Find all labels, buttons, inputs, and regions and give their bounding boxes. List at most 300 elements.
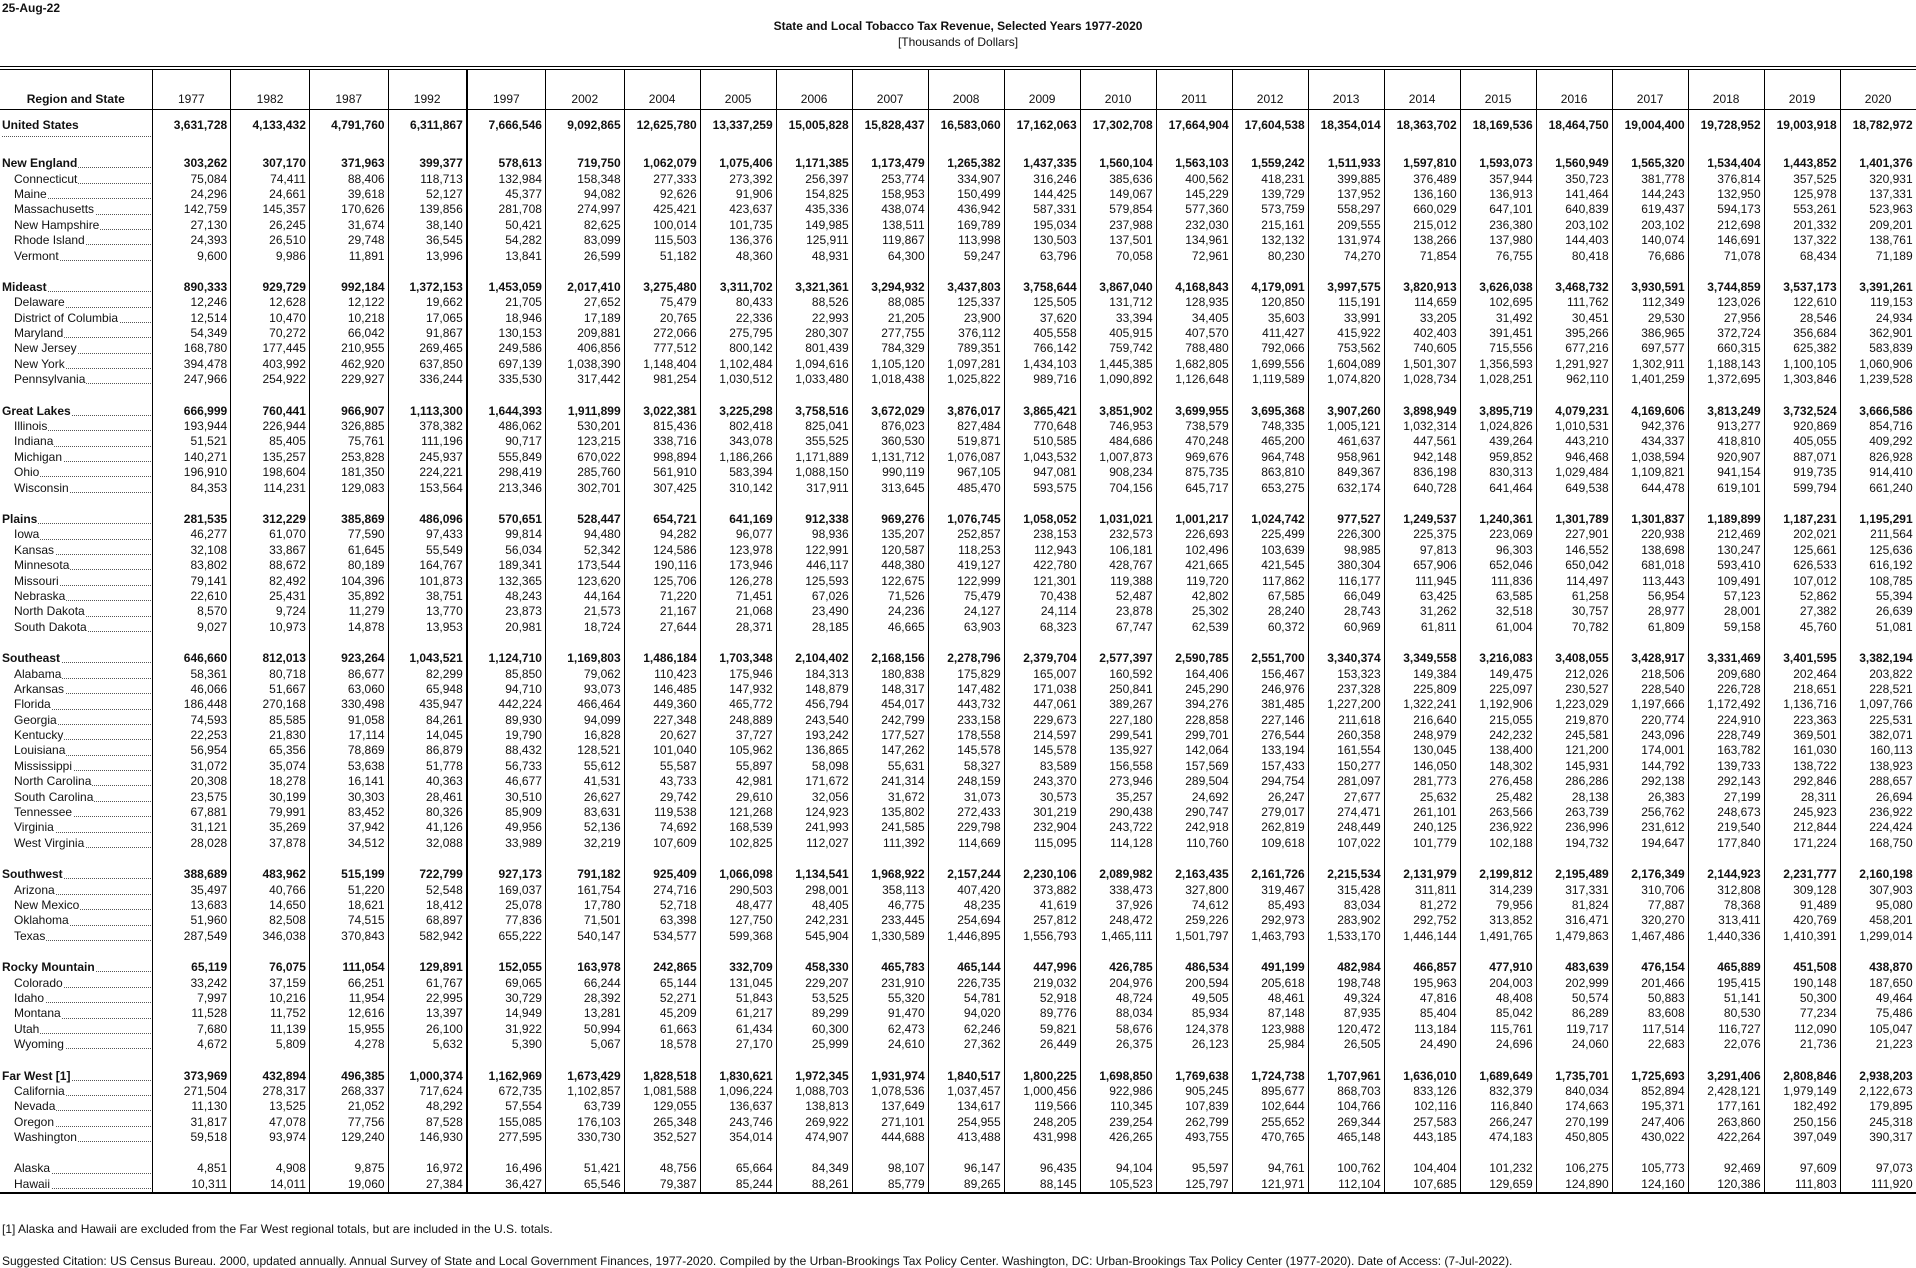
table-row-state bbox=[0, 666, 1916, 681]
value-cell: 95,080 bbox=[1840, 898, 1916, 913]
value-cell: 218,506 bbox=[1612, 666, 1688, 681]
value-cell: 1,735,701 bbox=[1536, 1068, 1612, 1083]
value-cell: 40,363 bbox=[388, 774, 467, 789]
value-cell: 394,478 bbox=[152, 357, 231, 372]
spacer-cell bbox=[467, 496, 546, 512]
header-year-1992: 1992 bbox=[388, 68, 467, 110]
table-row-state bbox=[0, 558, 1916, 573]
spacer-cell bbox=[1384, 635, 1460, 651]
value-cell: 385,636 bbox=[1080, 171, 1156, 186]
value-cell: 9,600 bbox=[152, 248, 231, 263]
value-cell: 252,857 bbox=[928, 527, 1004, 542]
value-cell: 137,649 bbox=[852, 1099, 928, 1114]
value-cell: 99,814 bbox=[467, 527, 546, 542]
row-label bbox=[0, 882, 152, 897]
header-year-1977: 1977 bbox=[152, 68, 231, 110]
value-cell: 83,802 bbox=[152, 558, 231, 573]
value-cell: 66,049 bbox=[1308, 589, 1384, 604]
value-cell: 146,552 bbox=[1536, 543, 1612, 558]
value-cell: 112,027 bbox=[776, 836, 852, 851]
spacer-cell bbox=[545, 140, 624, 156]
value-cell: 85,909 bbox=[467, 805, 546, 820]
value-cell: 85,585 bbox=[231, 713, 310, 728]
value-cell: 1,840,517 bbox=[928, 1068, 1004, 1083]
value-cell: 54,349 bbox=[152, 326, 231, 341]
value-cell: 229,927 bbox=[309, 372, 388, 387]
value-cell: 16,828 bbox=[545, 728, 624, 743]
spacer-cell bbox=[152, 1145, 231, 1161]
value-cell: 14,878 bbox=[309, 620, 388, 635]
spacer-cell bbox=[1004, 496, 1080, 512]
value-cell: 11,891 bbox=[309, 248, 388, 263]
value-cell: 466,464 bbox=[545, 697, 624, 712]
value-cell: 51,421 bbox=[545, 1161, 624, 1176]
value-cell: 697,139 bbox=[467, 357, 546, 372]
value-cell: 981,254 bbox=[624, 372, 700, 387]
value-cell: 330,730 bbox=[545, 1130, 624, 1145]
table-title: State and Local Tobacco Tax Revenue, Selected Years 1977-2020 bbox=[773, 19, 1143, 33]
value-cell: 59,518 bbox=[152, 1130, 231, 1145]
value-cell: 35,074 bbox=[231, 759, 310, 774]
value-cell: 3,813,249 bbox=[1688, 403, 1764, 418]
value-cell: 27,362 bbox=[928, 1037, 1004, 1052]
value-cell: 105,047 bbox=[1840, 1022, 1916, 1037]
value-cell: 493,755 bbox=[1156, 1130, 1232, 1145]
value-cell: 33,205 bbox=[1384, 311, 1460, 326]
header-year-2019: 2019 bbox=[1764, 68, 1840, 110]
value-cell: 33,242 bbox=[152, 975, 231, 990]
value-cell: 114,659 bbox=[1384, 295, 1460, 310]
spacer-cell bbox=[545, 264, 624, 280]
value-cell: 241,993 bbox=[776, 820, 852, 835]
value-cell: 26,123 bbox=[1156, 1037, 1232, 1052]
row-name: Hawaii bbox=[14, 1176, 51, 1191]
spacer-row bbox=[0, 944, 1916, 960]
value-cell: 1,171,385 bbox=[776, 156, 852, 171]
value-cell: 45,377 bbox=[467, 187, 546, 202]
value-cell: 5,067 bbox=[545, 1037, 624, 1052]
value-cell: 30,451 bbox=[1536, 311, 1612, 326]
value-cell: 439,264 bbox=[1460, 434, 1536, 449]
value-cell: 63,398 bbox=[624, 913, 700, 928]
dot-leader bbox=[2, 136, 151, 137]
revenue-table bbox=[0, 66, 1916, 1194]
value-cell: 56,034 bbox=[467, 543, 546, 558]
row-name: New England bbox=[2, 156, 78, 171]
value-cell: 10,470 bbox=[231, 311, 310, 326]
value-cell: 210,955 bbox=[309, 341, 388, 356]
value-cell: 24,490 bbox=[1384, 1037, 1460, 1052]
value-cell: 79,991 bbox=[231, 805, 310, 820]
value-cell: 115,095 bbox=[1004, 836, 1080, 851]
spacer-cell bbox=[928, 851, 1004, 867]
report-date: 25-Aug-22 bbox=[2, 1, 61, 15]
value-cell: 593,575 bbox=[1004, 480, 1080, 495]
row-label bbox=[0, 1099, 152, 1114]
value-cell: 61,663 bbox=[624, 1022, 700, 1037]
row-label bbox=[0, 713, 152, 728]
spacer-cell bbox=[545, 496, 624, 512]
value-cell: 17,664,904 bbox=[1156, 110, 1232, 141]
value-cell: 229,207 bbox=[776, 975, 852, 990]
value-cell: 46,277 bbox=[152, 527, 231, 542]
row-name: Montana bbox=[14, 1006, 61, 1021]
value-cell: 129,659 bbox=[1460, 1177, 1536, 1193]
table-row-state bbox=[0, 820, 1916, 835]
value-cell: 34,405 bbox=[1156, 311, 1232, 326]
table-row-state bbox=[0, 1084, 1916, 1099]
value-cell: 56,954 bbox=[152, 743, 231, 758]
value-cell: 77,590 bbox=[309, 527, 388, 542]
value-cell: 48,292 bbox=[388, 1099, 467, 1114]
value-cell: 17,604,538 bbox=[1232, 110, 1308, 141]
table-body bbox=[0, 110, 1916, 1194]
value-cell: 317,331 bbox=[1536, 882, 1612, 897]
value-cell: 920,907 bbox=[1688, 450, 1764, 465]
value-cell: 61,217 bbox=[700, 1006, 776, 1021]
value-cell: 242,232 bbox=[1460, 728, 1536, 743]
value-cell: 1,703,348 bbox=[700, 651, 776, 666]
row-label bbox=[0, 558, 152, 573]
value-cell: 969,276 bbox=[852, 512, 928, 527]
value-cell: 482,984 bbox=[1308, 960, 1384, 975]
value-cell: 177,527 bbox=[852, 728, 928, 743]
value-cell: 24,393 bbox=[152, 233, 231, 248]
value-cell: 369,501 bbox=[1764, 728, 1840, 743]
value-cell: 748,335 bbox=[1232, 419, 1308, 434]
value-cell: 1,131,712 bbox=[852, 450, 928, 465]
value-cell: 415,922 bbox=[1308, 326, 1384, 341]
spacer-cell bbox=[309, 944, 388, 960]
value-cell: 3,851,902 bbox=[1080, 403, 1156, 418]
value-cell: 13,337,259 bbox=[700, 110, 776, 141]
value-cell: 94,020 bbox=[928, 1006, 1004, 1021]
value-cell: 1,058,052 bbox=[1004, 512, 1080, 527]
value-cell: 852,894 bbox=[1612, 1084, 1688, 1099]
spacer-cell bbox=[309, 851, 388, 867]
value-cell: 86,879 bbox=[388, 743, 467, 758]
value-cell: 135,802 bbox=[852, 805, 928, 820]
value-cell: 419,127 bbox=[928, 558, 1004, 573]
value-cell: 7,997 bbox=[152, 991, 231, 1006]
value-cell: 411,427 bbox=[1232, 326, 1308, 341]
value-cell: 200,594 bbox=[1156, 975, 1232, 990]
value-cell: 320,270 bbox=[1612, 913, 1688, 928]
spacer-cell bbox=[467, 140, 546, 156]
value-cell: 11,130 bbox=[152, 1099, 231, 1114]
value-cell: 114,231 bbox=[231, 480, 310, 495]
value-cell: 77,756 bbox=[309, 1114, 388, 1129]
value-cell: 32,108 bbox=[152, 543, 231, 558]
value-cell: 407,420 bbox=[928, 882, 1004, 897]
value-cell: 253,774 bbox=[852, 171, 928, 186]
value-cell: 1,372,695 bbox=[1688, 372, 1764, 387]
value-cell: 298,001 bbox=[776, 882, 852, 897]
value-cell: 112,943 bbox=[1004, 543, 1080, 558]
value-cell: 1,565,320 bbox=[1612, 156, 1688, 171]
value-cell: 1,445,385 bbox=[1080, 357, 1156, 372]
value-cell: 11,954 bbox=[309, 991, 388, 1006]
value-cell: 142,759 bbox=[152, 202, 231, 217]
value-cell: 21,052 bbox=[309, 1099, 388, 1114]
value-cell: 124,378 bbox=[1156, 1022, 1232, 1037]
table-row-state bbox=[0, 898, 1916, 913]
value-cell: 98,107 bbox=[852, 1161, 928, 1176]
value-cell: 23,878 bbox=[1080, 604, 1156, 619]
value-cell: 715,556 bbox=[1460, 341, 1536, 356]
spacer-cell bbox=[700, 387, 776, 403]
value-cell: 224,221 bbox=[388, 465, 467, 480]
value-cell: 245,923 bbox=[1764, 805, 1840, 820]
value-cell: 449,360 bbox=[624, 697, 700, 712]
value-cell: 25,984 bbox=[1232, 1037, 1308, 1052]
row-label bbox=[0, 836, 152, 851]
value-cell: 209,201 bbox=[1840, 218, 1916, 233]
value-cell: 380,304 bbox=[1308, 558, 1384, 573]
value-cell: 52,862 bbox=[1764, 589, 1840, 604]
value-cell: 373,882 bbox=[1004, 882, 1080, 897]
value-cell: 27,956 bbox=[1688, 311, 1764, 326]
value-cell: 360,530 bbox=[852, 434, 928, 449]
spacer-cell bbox=[388, 1052, 467, 1068]
table-row-region bbox=[0, 651, 1916, 666]
value-cell: 1,029,484 bbox=[1536, 465, 1612, 480]
value-cell: 88,261 bbox=[776, 1177, 852, 1193]
value-cell: 947,081 bbox=[1004, 465, 1080, 480]
row-name: Alabama bbox=[14, 666, 62, 681]
value-cell: 76,755 bbox=[1460, 248, 1536, 263]
value-cell: 448,380 bbox=[852, 558, 928, 573]
value-cell: 88,432 bbox=[467, 743, 546, 758]
header-year-2005: 2005 bbox=[700, 68, 776, 110]
value-cell: 461,637 bbox=[1308, 434, 1384, 449]
value-cell: 16,972 bbox=[388, 1161, 467, 1176]
value-cell: 76,075 bbox=[231, 960, 310, 975]
value-cell: 435,336 bbox=[776, 202, 852, 217]
spacer-cell bbox=[1840, 496, 1916, 512]
value-cell: 248,449 bbox=[1308, 820, 1384, 835]
row-label bbox=[0, 1006, 152, 1021]
value-cell: 290,747 bbox=[1156, 805, 1232, 820]
table-row-state bbox=[0, 882, 1916, 897]
value-cell: 28,028 bbox=[152, 836, 231, 851]
row-label bbox=[0, 589, 152, 604]
value-cell: 225,531 bbox=[1840, 713, 1916, 728]
value-cell: 137,322 bbox=[1764, 233, 1840, 248]
row-label bbox=[0, 929, 152, 944]
spacer-cell bbox=[309, 1145, 388, 1161]
value-cell: 619,437 bbox=[1612, 202, 1688, 217]
value-cell: 486,534 bbox=[1156, 960, 1232, 975]
value-cell: 271,504 bbox=[152, 1084, 231, 1099]
value-cell: 1,090,892 bbox=[1080, 372, 1156, 387]
value-cell: 35,257 bbox=[1080, 789, 1156, 804]
value-cell: 32,518 bbox=[1460, 604, 1536, 619]
table-row-state bbox=[0, 248, 1916, 263]
row-name: Iowa bbox=[14, 527, 40, 542]
value-cell: 3,321,361 bbox=[776, 280, 852, 295]
spacer-cell bbox=[309, 1052, 388, 1068]
value-cell: 1,830,621 bbox=[700, 1068, 776, 1083]
value-cell: 3,695,368 bbox=[1232, 403, 1308, 418]
value-cell: 2,017,410 bbox=[545, 280, 624, 295]
value-cell: 19,004,400 bbox=[1612, 110, 1688, 141]
value-cell: 84,261 bbox=[388, 713, 467, 728]
spacer-cell bbox=[928, 944, 1004, 960]
spacer-cell bbox=[1612, 264, 1688, 280]
value-cell: 29,748 bbox=[309, 233, 388, 248]
value-cell: 661,240 bbox=[1840, 480, 1916, 495]
row-label bbox=[0, 805, 152, 820]
value-cell: 292,973 bbox=[1232, 913, 1308, 928]
value-cell: 1,560,949 bbox=[1536, 156, 1612, 171]
spacer-cell bbox=[1004, 1052, 1080, 1068]
value-cell: 204,003 bbox=[1460, 975, 1536, 990]
spacer-cell bbox=[624, 496, 700, 512]
value-cell: 96,147 bbox=[928, 1161, 1004, 1176]
row-label bbox=[0, 975, 152, 990]
row-name: Louisiana bbox=[14, 743, 66, 758]
value-cell: 436,942 bbox=[928, 202, 1004, 217]
value-cell: 470,248 bbox=[1156, 434, 1232, 449]
value-cell: 125,505 bbox=[1004, 295, 1080, 310]
value-cell: 5,390 bbox=[467, 1037, 546, 1052]
header-year-1997: 1997 bbox=[467, 68, 546, 110]
value-cell: 132,950 bbox=[1688, 187, 1764, 202]
value-cell: 30,510 bbox=[467, 789, 546, 804]
value-cell: 168,539 bbox=[700, 820, 776, 835]
spacer-cell bbox=[1688, 496, 1764, 512]
value-cell: 247,406 bbox=[1612, 1114, 1688, 1129]
spacer-cell bbox=[1384, 387, 1460, 403]
value-cell: 1,173,479 bbox=[852, 156, 928, 171]
value-cell: 4,672 bbox=[152, 1037, 231, 1052]
value-cell: 18,363,702 bbox=[1384, 110, 1460, 141]
value-cell: 26,627 bbox=[545, 789, 624, 804]
value-cell: 198,748 bbox=[1308, 975, 1384, 990]
value-cell: 71,451 bbox=[700, 589, 776, 604]
value-cell: 717,624 bbox=[388, 1084, 467, 1099]
row-name: Great Lakes bbox=[2, 403, 71, 418]
value-cell: 942,148 bbox=[1384, 450, 1460, 465]
value-cell: 31,674 bbox=[309, 218, 388, 233]
value-cell: 154,825 bbox=[776, 187, 852, 202]
row-name: Indiana bbox=[14, 434, 54, 449]
row-name: California bbox=[14, 1083, 65, 1098]
value-cell: 836,198 bbox=[1384, 465, 1460, 480]
spacer-cell bbox=[1688, 1052, 1764, 1068]
value-cell: 96,077 bbox=[700, 527, 776, 542]
value-cell: 3,275,480 bbox=[624, 280, 700, 295]
value-cell: 60,969 bbox=[1308, 620, 1384, 635]
value-cell: 332,709 bbox=[700, 960, 776, 975]
value-cell: 132,365 bbox=[467, 573, 546, 588]
spacer-cell bbox=[1612, 944, 1688, 960]
spacer-cell bbox=[1080, 387, 1156, 403]
table-row-state bbox=[0, 1161, 1916, 1176]
value-cell: 1,707,961 bbox=[1308, 1068, 1384, 1083]
value-cell: 14,045 bbox=[388, 728, 467, 743]
value-cell: 219,032 bbox=[1004, 975, 1080, 990]
value-cell: 443,210 bbox=[1536, 434, 1612, 449]
value-cell: 645,717 bbox=[1156, 480, 1232, 495]
value-cell: 5,632 bbox=[388, 1037, 467, 1052]
value-cell: 28,461 bbox=[388, 789, 467, 804]
value-cell: 474,907 bbox=[776, 1130, 852, 1145]
value-cell: 27,199 bbox=[1688, 789, 1764, 804]
value-cell: 355,525 bbox=[776, 434, 852, 449]
value-cell: 91,867 bbox=[388, 326, 467, 341]
value-cell: 1,299,014 bbox=[1840, 929, 1916, 944]
value-cell: 788,480 bbox=[1156, 341, 1232, 356]
value-cell: 48,477 bbox=[700, 898, 776, 913]
value-cell: 186,448 bbox=[152, 697, 231, 712]
value-cell: 458,330 bbox=[776, 960, 852, 975]
value-cell: 1,724,738 bbox=[1232, 1068, 1308, 1083]
value-cell: 37,620 bbox=[1004, 311, 1080, 326]
value-cell: 268,337 bbox=[309, 1084, 388, 1099]
value-cell: 271,101 bbox=[852, 1114, 928, 1129]
value-cell: 130,045 bbox=[1384, 743, 1460, 758]
value-cell: 887,071 bbox=[1764, 450, 1840, 465]
row-name: Kentucky bbox=[14, 728, 64, 743]
value-cell: 29,742 bbox=[624, 789, 700, 804]
value-cell: 438,870 bbox=[1840, 960, 1916, 975]
spacer-cell bbox=[1384, 264, 1460, 280]
value-cell: 85,042 bbox=[1460, 1006, 1536, 1021]
value-cell: 484,686 bbox=[1080, 434, 1156, 449]
spacer-cell bbox=[928, 387, 1004, 403]
value-cell: 59,821 bbox=[1004, 1022, 1080, 1037]
value-cell: 195,963 bbox=[1384, 975, 1460, 990]
value-cell: 35,603 bbox=[1232, 311, 1308, 326]
value-cell: 50,994 bbox=[545, 1022, 624, 1037]
value-cell: 378,382 bbox=[388, 419, 467, 434]
value-cell: 1,038,390 bbox=[545, 357, 624, 372]
value-cell: 307,170 bbox=[231, 156, 310, 171]
value-cell: 104,396 bbox=[309, 573, 388, 588]
value-cell: 24,661 bbox=[231, 187, 310, 202]
value-cell: 17,780 bbox=[545, 898, 624, 913]
value-cell: 237,328 bbox=[1308, 682, 1384, 697]
value-cell: 97,433 bbox=[388, 527, 467, 542]
table-row-state bbox=[0, 1099, 1916, 1114]
value-cell: 302,701 bbox=[545, 480, 624, 495]
spacer-cell bbox=[1308, 851, 1384, 867]
value-cell: 173,946 bbox=[700, 558, 776, 573]
value-cell: 101,873 bbox=[388, 573, 467, 588]
value-cell: 800,142 bbox=[700, 341, 776, 356]
value-cell: 160,113 bbox=[1840, 743, 1916, 758]
value-cell: 2,230,106 bbox=[1004, 867, 1080, 882]
value-cell: 1,972,345 bbox=[776, 1068, 852, 1083]
value-cell: 405,055 bbox=[1764, 434, 1840, 449]
spacer-cell bbox=[1156, 635, 1232, 651]
value-cell: 11,139 bbox=[231, 1022, 310, 1037]
value-cell: 1,097,766 bbox=[1840, 697, 1916, 712]
table-row-state bbox=[0, 1177, 1916, 1193]
value-cell: 88,526 bbox=[776, 295, 852, 310]
value-cell: 30,757 bbox=[1536, 604, 1612, 619]
value-cell: 24,692 bbox=[1156, 789, 1232, 804]
value-cell: 232,904 bbox=[1004, 820, 1080, 835]
value-cell: 118,253 bbox=[928, 543, 1004, 558]
header-year-2012: 2012 bbox=[1232, 68, 1308, 110]
value-cell: 1,024,826 bbox=[1460, 419, 1536, 434]
value-cell: 181,350 bbox=[309, 465, 388, 480]
table-row-state bbox=[0, 202, 1916, 217]
spacer-cell bbox=[1384, 496, 1460, 512]
